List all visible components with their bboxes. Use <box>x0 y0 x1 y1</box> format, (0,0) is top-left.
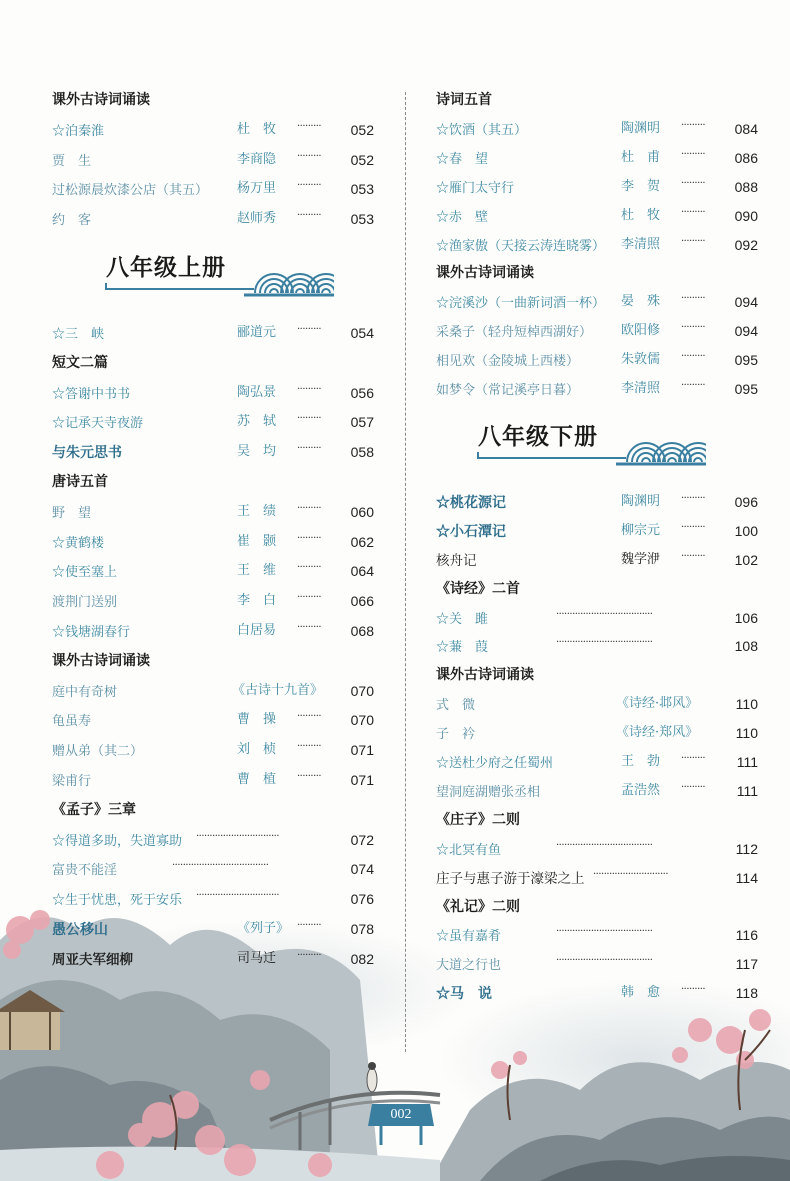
grade-banner <box>476 416 706 472</box>
leader-dots: ···································· <box>556 955 653 967</box>
entry-page: 071 <box>350 742 374 759</box>
toc-entry[interactable] <box>52 828 374 852</box>
entry-title: ☆黄鹤楼 <box>52 535 105 551</box>
entry-page: 057 <box>350 414 374 431</box>
entry-title: ☆得道多助，失道寡助 <box>52 833 183 849</box>
toc-entry[interactable] <box>436 866 758 890</box>
grade-banner <box>104 247 334 303</box>
entry-title: 与朱元思书 <box>52 445 122 462</box>
toc-entry[interactable] <box>52 947 374 971</box>
entry-title: ☆泊秦淮 <box>52 123 105 139</box>
entry-page: 082 <box>350 950 374 967</box>
entry-author: 韩 愈 <box>621 985 661 1001</box>
entry-author: 吴 均 <box>237 444 277 460</box>
leader-dots: ········· <box>297 711 322 723</box>
entry-page: 116 <box>735 927 758 944</box>
entry-title: 大道之行也 <box>436 958 502 974</box>
entry-page: 078 <box>350 921 374 937</box>
toc-entry[interactable] <box>436 750 758 774</box>
entry-title: 梁甫行 <box>52 774 92 789</box>
entry-page: 095 <box>734 381 758 397</box>
entry-title: ☆赤 壁 <box>436 209 489 225</box>
entry-author: 欧阳修 <box>621 323 661 339</box>
toc-entry[interactable] <box>436 981 758 1005</box>
entry-author: 杜 牧 <box>621 207 661 223</box>
leader-dots: ········· <box>297 920 322 931</box>
leader-dots: ········· <box>681 293 706 305</box>
toc-entry[interactable] <box>436 837 758 861</box>
toc-entry[interactable] <box>52 887 374 911</box>
entry-page: 086 <box>734 149 758 166</box>
entry-title: 子 衿 <box>436 727 476 743</box>
toc-entry[interactable] <box>436 721 758 745</box>
entry-title: 式 微 <box>436 698 476 714</box>
entry-title: 赠从弟（其二） <box>52 744 144 760</box>
entry-title: 贾 生 <box>52 153 92 169</box>
entry-title: 核舟记 <box>436 552 477 569</box>
entry-title: 约 客 <box>52 213 92 229</box>
entry-page: 084 <box>734 120 758 137</box>
entry-author: 李 贺 <box>621 178 661 194</box>
entry-page: 070 <box>350 682 374 699</box>
entry-page: 054 <box>350 325 374 341</box>
leader-dots: ······························· <box>196 890 280 902</box>
entry-author: 陶弘景 <box>237 384 277 400</box>
toc-entry[interactable] <box>436 319 758 343</box>
entry-author: 晏 殊 <box>621 294 661 310</box>
toc-entry[interactable] <box>436 923 758 947</box>
toc-entry[interactable] <box>52 177 374 201</box>
entry-author: 李清照 <box>621 381 661 396</box>
entry-title: 庄子与惠子游于濠梁之上 <box>436 870 585 887</box>
section-heading: 短文二篇 <box>52 354 108 371</box>
entry-page: 094 <box>734 323 758 340</box>
entry-page: 076 <box>350 891 374 908</box>
entry-title: 龟虽寿 <box>52 714 92 730</box>
leader-dots: ········· <box>297 413 322 425</box>
entry-page: 111 <box>736 754 758 770</box>
entry-author: 《古诗十九首》 <box>232 682 324 698</box>
entry-author: 陶渊明 <box>621 493 661 509</box>
toc-entry[interactable] <box>52 679 374 703</box>
entry-author: 郦道元 <box>237 325 277 340</box>
toc-entry[interactable] <box>436 548 758 572</box>
toc-entry[interactable] <box>52 500 374 524</box>
leader-dots: ········· <box>297 502 322 514</box>
toc-entry[interactable] <box>52 589 374 613</box>
leader-dots: ········· <box>681 984 706 996</box>
entry-author: 苏 轼 <box>237 414 277 430</box>
grade-banner-title: 八年级上册 <box>106 254 226 281</box>
entry-author: 王 勃 <box>621 754 661 769</box>
section-heading: 课外古诗词诵读 <box>52 92 150 108</box>
leader-dots: ········· <box>297 180 322 192</box>
grade-banner-title: 八年级下册 <box>478 422 598 450</box>
entry-page: 094 <box>734 294 758 311</box>
leader-dots: ···································· <box>556 839 653 851</box>
toc-entry[interactable] <box>52 619 374 643</box>
entry-page: 062 <box>350 533 374 550</box>
entry-page: 108 <box>734 638 758 655</box>
entry-title: 如梦令（常记溪亭日暮） <box>436 383 580 398</box>
toc-entry[interactable] <box>436 692 758 716</box>
entry-page: 110 <box>735 696 758 713</box>
entry-author: 王 绩 <box>237 503 277 519</box>
toc-entry[interactable] <box>52 857 374 881</box>
entry-author: 王 维 <box>237 563 277 579</box>
entry-page: 071 <box>350 772 374 788</box>
leader-dots: ········· <box>681 148 706 160</box>
toc-entry[interactable] <box>52 530 374 554</box>
toc-entry[interactable] <box>52 708 374 732</box>
section-heading: 《庄子》二则 <box>436 811 520 828</box>
toc-entry[interactable] <box>52 410 374 434</box>
entry-page: 053 <box>350 181 374 198</box>
leader-dots: ········· <box>297 949 322 961</box>
entry-page: 090 <box>734 207 758 224</box>
leader-dots: ········· <box>297 532 322 544</box>
entry-author: 李清照 <box>621 236 661 252</box>
entry-page: 111 <box>736 782 758 799</box>
leader-dots: ········· <box>681 380 706 391</box>
entry-author: 杨万里 <box>237 181 277 197</box>
entry-author: 《诗经·郑风》 <box>616 725 699 741</box>
entry-title: ☆钱塘湖春行 <box>52 625 131 640</box>
entry-title: ☆生于忧患，死于安乐 <box>52 893 183 909</box>
leader-dots: ········· <box>681 119 706 131</box>
entry-author: 曹 操 <box>237 712 277 728</box>
entry-page: 074 <box>350 861 374 878</box>
entry-title: ☆马 说 <box>436 986 492 1003</box>
entry-author: 白居易 <box>237 623 277 638</box>
entry-title: 富贵不能淫 <box>52 863 118 879</box>
entry-page: 096 <box>734 493 758 510</box>
entry-title: 庭中有奇树 <box>52 684 118 700</box>
entry-title: ☆答谢中书书 <box>52 386 131 402</box>
entry-title: 望洞庭湖赠张丞相 <box>436 784 541 800</box>
entry-page: 110 <box>735 725 758 742</box>
leader-dots: ········· <box>297 443 322 455</box>
entry-title: ☆虽有嘉肴 <box>436 929 502 945</box>
leader-dots: ········· <box>297 324 322 335</box>
entry-title: 采桑子（轻舟短棹西湖好） <box>436 325 593 341</box>
leader-dots: ···································· <box>556 608 653 620</box>
entry-title: ☆三 峡 <box>52 327 105 342</box>
entry-title: ☆饮酒（其五） <box>436 122 528 138</box>
entry-title: ☆春 望 <box>436 151 489 167</box>
leader-dots: ········· <box>297 562 322 574</box>
toc-entry[interactable] <box>436 377 758 401</box>
entry-page: 060 <box>350 503 374 520</box>
toc-entry[interactable] <box>436 606 758 630</box>
leader-dots: ········· <box>297 210 322 222</box>
entry-author: 朱敦儒 <box>621 352 661 368</box>
toc-entry[interactable] <box>436 490 758 514</box>
entry-page: 117 <box>735 956 758 973</box>
entry-page: 112 <box>735 840 758 857</box>
entry-title: ☆使至塞上 <box>52 565 118 581</box>
entry-page: 100 <box>734 522 758 539</box>
leader-dots: ········· <box>297 383 322 395</box>
toc-entry[interactable] <box>52 559 374 583</box>
entry-page: 053 <box>350 211 374 228</box>
leader-dots: ········· <box>297 741 322 753</box>
section-heading: 课外古诗词诵读 <box>436 265 534 282</box>
entry-title: ☆桃花源记 <box>436 494 506 511</box>
toc-entry[interactable] <box>52 207 374 231</box>
toc-entry[interactable] <box>52 118 374 142</box>
section-heading: 课外古诗词诵读 <box>52 652 150 669</box>
leader-dots: ········· <box>681 206 706 218</box>
section-heading: 课外古诗词诵读 <box>436 667 534 684</box>
entry-author: 李商隐 <box>237 151 277 167</box>
entry-page: 118 <box>735 985 758 1002</box>
section-heading: 《礼记》二则 <box>436 898 520 915</box>
section-heading: 《诗经》二首 <box>436 580 520 597</box>
entry-title: ☆关 雎 <box>436 611 489 627</box>
section-heading: 唐诗五首 <box>52 474 108 490</box>
leader-dots: ········· <box>297 622 322 633</box>
entry-title: ☆北冥有鱼 <box>436 842 502 858</box>
entry-page: 052 <box>350 151 374 168</box>
toc-entry[interactable] <box>436 634 758 658</box>
entry-title: ☆小石潭记 <box>436 523 506 540</box>
page-number: 002 <box>390 1107 412 1122</box>
entry-page: 102 <box>734 551 758 568</box>
entry-author: 魏学洢 <box>621 551 661 567</box>
entry-title: 野 望 <box>52 505 92 521</box>
toc-entry[interactable] <box>52 768 374 792</box>
entry-title: 相见欢（金陵城上西楼） <box>436 354 580 370</box>
entry-page: 068 <box>350 623 374 639</box>
entry-author: 《诗经·邶风》 <box>616 696 699 712</box>
leader-dots: ········· <box>681 322 706 334</box>
toc-entry[interactable] <box>436 233 758 257</box>
toc-entry[interactable] <box>52 321 374 345</box>
section-heading: 《孟子》三章 <box>52 801 136 818</box>
entry-page: 072 <box>350 831 374 848</box>
entry-author: 柳宗元 <box>621 522 661 538</box>
entry-author: 司马迁 <box>237 950 277 966</box>
entry-title: 愚公移山 <box>52 922 108 938</box>
entry-title: ☆渔家傲（天接云涛连晓雾） <box>436 238 606 254</box>
entry-title: ☆送杜少府之任蜀州 <box>436 756 554 771</box>
entry-page: 064 <box>350 563 374 580</box>
entry-author: 赵师秀 <box>237 211 277 227</box>
leader-dots: ········· <box>297 592 322 604</box>
toc-entry[interactable] <box>436 290 758 314</box>
entry-page: 092 <box>734 236 758 253</box>
toc-entry[interactable] <box>52 440 374 464</box>
leader-dots: ········· <box>681 521 706 533</box>
toc-entry[interactable] <box>436 519 758 543</box>
leader-dots: ···································· <box>172 860 269 872</box>
leader-dots: ······························· <box>196 830 280 842</box>
toc-entry[interactable] <box>436 204 758 228</box>
leader-dots: ········· <box>681 492 706 504</box>
toc-entry[interactable] <box>436 117 758 141</box>
entry-author: 《列子》 <box>237 921 290 936</box>
leader-dots: ········· <box>681 177 706 189</box>
entry-page: 066 <box>350 593 374 610</box>
toc-entry[interactable] <box>52 738 374 762</box>
leader-dots: ········· <box>681 550 706 562</box>
entry-author: 崔 颢 <box>237 533 277 549</box>
entry-page: 070 <box>350 712 374 729</box>
entry-author: 杜 甫 <box>621 149 661 165</box>
toc-entry[interactable] <box>436 348 758 372</box>
entry-title: ☆雁门太守行 <box>436 180 515 196</box>
toc-entry[interactable] <box>52 917 374 941</box>
entry-page: 088 <box>734 178 758 195</box>
entry-author: 孟浩然 <box>621 782 661 798</box>
entry-author: 李 白 <box>237 593 277 609</box>
entry-author: 刘 桢 <box>237 742 277 758</box>
entry-author: 杜 牧 <box>237 121 277 137</box>
entry-page: 114 <box>735 869 758 886</box>
toc-entry[interactable] <box>436 175 758 199</box>
entry-title: 周亚夫军细柳 <box>52 951 133 968</box>
entry-page: 106 <box>734 609 758 626</box>
entry-title: ☆浣溪沙（一曲新词酒一杯） <box>436 296 606 312</box>
entry-title: 渡荆门送别 <box>52 595 118 611</box>
leader-dots: ···································· <box>556 637 653 649</box>
leader-dots: ········· <box>681 235 706 247</box>
toc-entry[interactable] <box>436 952 758 976</box>
leader-dots: ···························· <box>593 868 669 880</box>
toc-entry[interactable] <box>52 148 374 172</box>
leader-dots: ········· <box>297 120 322 132</box>
toc-entry[interactable] <box>436 779 758 803</box>
leader-dots: ···································· <box>556 926 653 938</box>
leader-dots: ········· <box>297 150 322 162</box>
entry-title: ☆蒹 葭 <box>436 640 489 656</box>
leader-dots: ········· <box>681 351 706 363</box>
entry-page: 095 <box>734 352 758 369</box>
entry-author: 陶渊明 <box>621 120 661 136</box>
leader-dots: ········· <box>681 753 706 764</box>
entry-title: 过松源晨炊漆公店（其五） <box>52 183 209 199</box>
entry-page: 056 <box>350 384 374 401</box>
entry-page: 058 <box>350 444 374 461</box>
toc-entry[interactable] <box>436 146 758 170</box>
leader-dots: ········· <box>297 771 322 782</box>
toc-entry[interactable] <box>52 381 374 405</box>
column-divider <box>405 92 406 1052</box>
entry-author: 曹 植 <box>237 772 277 787</box>
entry-title: ☆记承天寺夜游 <box>52 416 144 432</box>
leader-dots: ········· <box>681 781 706 793</box>
entry-page: 052 <box>350 121 374 138</box>
section-heading: 诗词五首 <box>436 92 492 108</box>
